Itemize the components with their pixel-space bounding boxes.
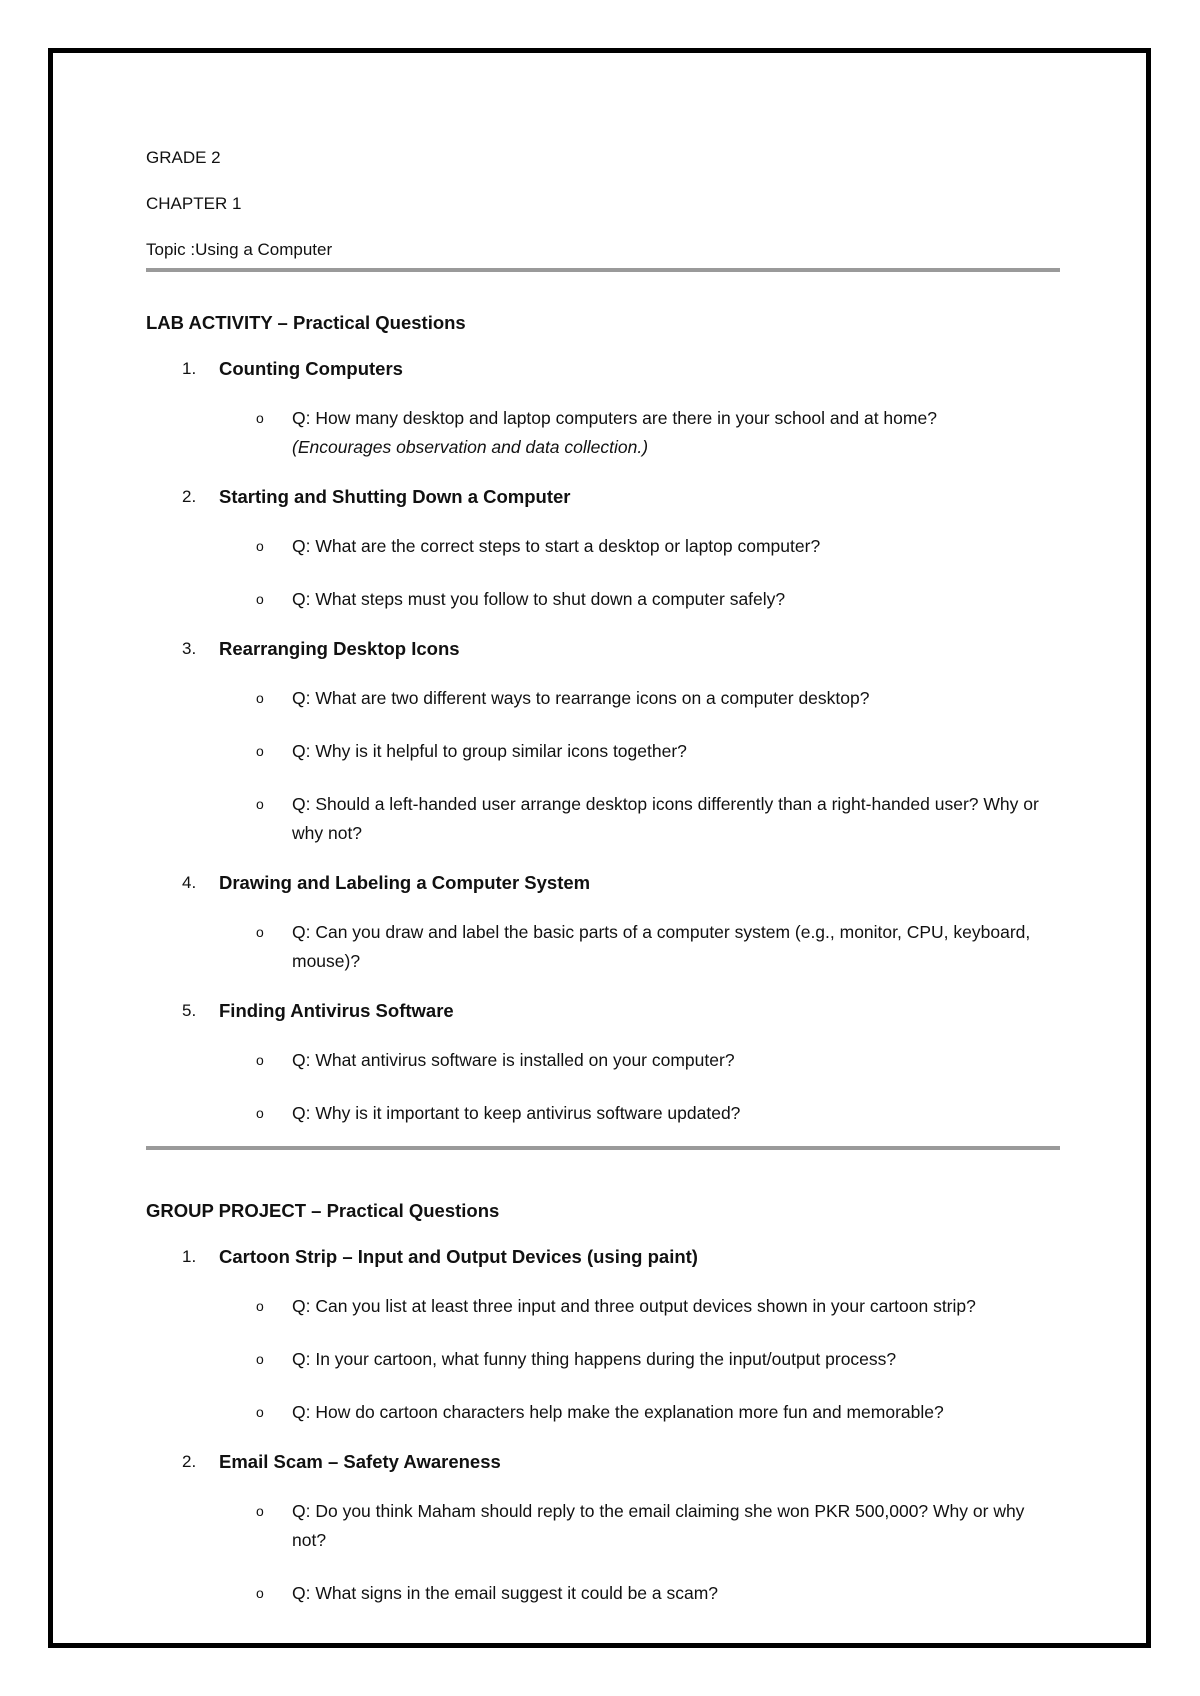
question-item: [146, 737, 1060, 766]
question-group-title: Counting Computers: [219, 358, 403, 379]
question-group-number: 3.: [182, 639, 197, 658]
question-group: [146, 1000, 1060, 1128]
bullet-icon: o: [256, 1052, 264, 1068]
question-group: [146, 638, 1060, 848]
bullet-icon: o: [256, 690, 264, 706]
bullet-icon: o: [256, 743, 264, 759]
question-group-title: Email Scam – Safety Awareness: [219, 1451, 501, 1472]
question-text: Q: What are two different ways to rearrange icons on a computer desktop?: [292, 688, 870, 708]
question-item: [146, 1398, 1060, 1427]
question-item: [146, 532, 1060, 561]
question-text: Q: What are the correct steps to start a desktop or laptop computer?: [292, 536, 821, 556]
question-group: [146, 1451, 1060, 1608]
lab-activity-list: [146, 358, 1060, 1128]
question-group-number: 4.: [182, 873, 197, 892]
question-group-number: 1.: [182, 359, 197, 378]
bullet-icon: o: [256, 1503, 264, 1519]
grade-label: GRADE 2: [146, 148, 221, 167]
bullet-icon: o: [256, 410, 264, 426]
group-project-list: [146, 1246, 1060, 1608]
question-text: Q: Can you list at least three input and three output devices shown in your cartoon strip?: [292, 1296, 976, 1316]
question-group-number: 2.: [182, 487, 197, 506]
question-list: [219, 1046, 1060, 1128]
question-group-number: 1.: [182, 1247, 197, 1266]
question-item: [146, 684, 1060, 713]
question-group-title: Rearranging Desktop Icons: [219, 638, 460, 659]
lab-activity-title: LAB ACTIVITY – Practical Questions: [146, 312, 466, 333]
bullet-icon: o: [256, 1105, 264, 1121]
bullet-icon: o: [256, 1404, 264, 1420]
bullet-icon: o: [256, 796, 264, 812]
question-item: [146, 1497, 1060, 1555]
question-list: [219, 1497, 1060, 1608]
bullet-icon: o: [256, 1351, 264, 1367]
question-group-number: 2.: [182, 1452, 197, 1471]
question-group: [146, 358, 1060, 462]
question-group: [146, 1246, 1060, 1427]
question-note: (Encourages observation and data collection.): [292, 437, 649, 457]
bullet-icon: o: [256, 591, 264, 607]
question-item: [146, 585, 1060, 614]
question-list: [219, 404, 1060, 462]
question-item: [146, 1099, 1060, 1128]
question-text: Q: Why is it important to keep antivirus software updated?: [292, 1103, 741, 1123]
question-item: [146, 1046, 1060, 1075]
question-item: [146, 1292, 1060, 1321]
question-text: Q: Do you think Maham should reply to the email claiming she won PKR 500,000? Why or why not?: [292, 1501, 1025, 1550]
question-group-title: Starting and Shutting Down a Computer: [219, 486, 571, 507]
question-item: [146, 1579, 1060, 1608]
question-text: Q: In your cartoon, what funny thing happens during the input/output process?: [292, 1349, 897, 1369]
question-item: [146, 918, 1060, 976]
question-group-title: Drawing and Labeling a Computer System: [219, 872, 591, 893]
question-text: Q: What signs in the email suggest it could be a scam?: [292, 1583, 719, 1603]
question-group-number: 5.: [182, 1001, 197, 1020]
question-text: Q: How many desktop and laptop computers are there in your school and at home?: [292, 408, 937, 428]
question-item: [146, 404, 1060, 462]
horizontal-rule: [146, 268, 1060, 272]
question-list: [219, 684, 1060, 848]
question-list: [219, 918, 1060, 976]
document-content: [146, 148, 1060, 1608]
question-list: [219, 532, 1060, 614]
group-project-title: GROUP PROJECT – Practical Questions: [146, 1200, 500, 1221]
question-item: [146, 1345, 1060, 1374]
question-item: [146, 790, 1060, 848]
question-text: Q: What antivirus software is installed on your computer?: [292, 1050, 735, 1070]
question-group-title: Finding Antivirus Software: [219, 1000, 454, 1021]
bullet-icon: o: [256, 924, 264, 940]
question-group: [146, 486, 1060, 614]
bullet-icon: o: [256, 1585, 264, 1601]
question-text: Q: Why is it helpful to group similar icons together?: [292, 741, 687, 761]
question-text: Q: How do cartoon characters help make the explanation more fun and memorable?: [292, 1402, 944, 1422]
topic-label: Topic :Using a Computer: [146, 240, 333, 259]
question-group-title: Cartoon Strip – Input and Output Devices (using paint): [219, 1246, 698, 1267]
question-text: Q: What steps must you follow to shut down a computer safely?: [292, 589, 786, 609]
chapter-label: CHAPTER 1: [146, 194, 242, 213]
bullet-icon: o: [256, 538, 264, 554]
question-list: [219, 1292, 1060, 1427]
question-text: Q: Should a left-handed user arrange desktop icons differently than a right-handed user? Why or why not?: [292, 794, 1039, 843]
bullet-icon: o: [256, 1298, 264, 1314]
question-text: Q: Can you draw and label the basic parts of a computer system (e.g., monitor, CPU, keyboard, mouse)?: [292, 922, 1031, 971]
horizontal-rule: [146, 1146, 1060, 1150]
question-group: [146, 872, 1060, 976]
